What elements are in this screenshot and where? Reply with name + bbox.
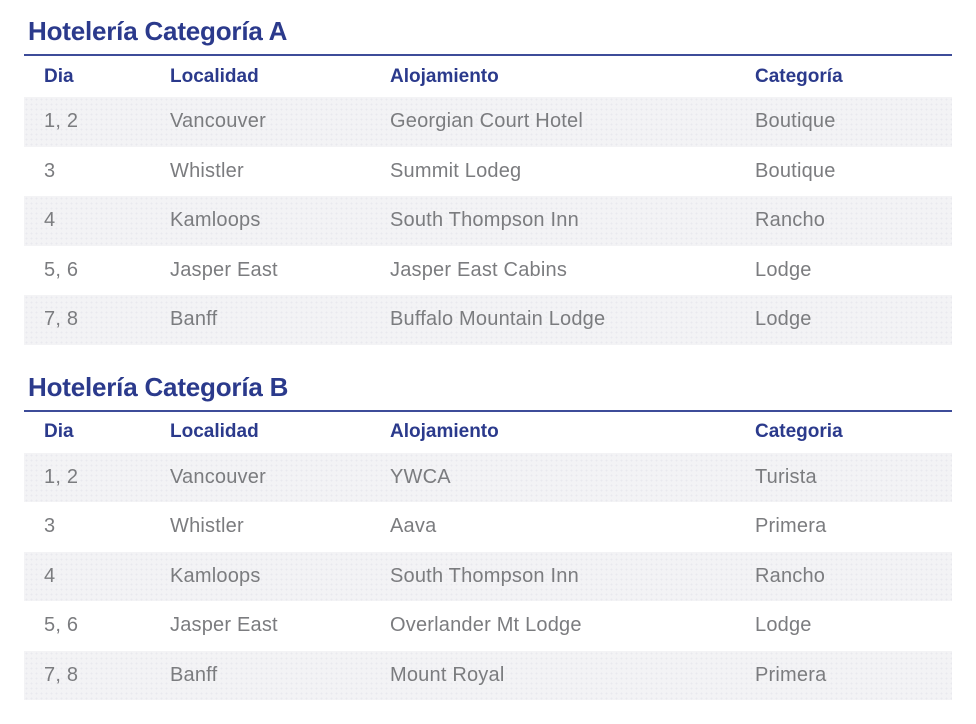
table-cell: Jasper East — [170, 258, 278, 281]
table-cell: Rancho — [755, 564, 826, 587]
table-row — [24, 196, 952, 246]
column-header: Alojamiento — [390, 421, 499, 442]
table-row — [24, 651, 952, 701]
table-cell: Vancouver — [170, 465, 266, 488]
table-cell: Lodge — [755, 614, 812, 637]
table-cell: South Thompson Inn — [390, 209, 579, 232]
table-cell: YWCA — [390, 465, 451, 488]
table-cell: 4 — [44, 564, 56, 587]
table-row — [24, 601, 952, 651]
table-cell: Summit Lodeg — [390, 159, 522, 182]
table-header-row — [24, 412, 952, 453]
table-cell: 7, 8 — [44, 308, 79, 331]
table-header-row — [24, 56, 952, 97]
table-cell: Jasper East — [170, 614, 278, 637]
table-cell: 7, 8 — [44, 663, 79, 686]
table-cell: Buffalo Mountain Lodge — [390, 308, 606, 331]
column-header: Categoria — [755, 421, 843, 442]
section-title: Hotelería Categoría A — [28, 16, 288, 46]
table-cell: 3 — [44, 159, 56, 182]
table-cell: Lodge — [755, 308, 812, 331]
table-body — [24, 97, 952, 345]
column-header: Localidad — [170, 421, 259, 442]
hotel-table-section-a — [24, 16, 952, 345]
table-cell: Mount Royal — [390, 663, 505, 686]
table-cell: Banff — [170, 663, 218, 686]
table-cell: Boutique — [755, 110, 836, 133]
table-cell: Banff — [170, 308, 218, 331]
table-cell: Rancho — [755, 209, 826, 232]
table-cell: Primera — [755, 515, 827, 538]
column-header: Alojamiento — [390, 65, 499, 87]
table-cell: Overlander Mt Lodge — [390, 614, 582, 637]
column-header: Categoría — [755, 65, 843, 87]
column-header: Localidad — [170, 65, 259, 87]
table-cell: 1, 2 — [44, 465, 79, 488]
table-row — [24, 147, 952, 197]
table-cell: Whistler — [170, 515, 244, 538]
section-title: Hotelería Categoría B — [28, 371, 289, 402]
table-row — [24, 453, 952, 503]
table-cell: Primera — [755, 663, 827, 686]
table-cell: Turista — [755, 465, 817, 488]
table-row — [24, 552, 952, 602]
table-cell: Georgian Court Hotel — [390, 110, 583, 133]
table-cell: Boutique — [755, 159, 836, 182]
table-cell: South Thompson Inn — [390, 564, 579, 587]
table-cell: 5, 6 — [44, 258, 79, 281]
table-row — [24, 97, 952, 147]
table-cell: Aava — [390, 515, 437, 538]
table-body — [24, 453, 952, 701]
table-cell: Lodge — [755, 258, 812, 281]
table-cell: 4 — [44, 209, 56, 232]
table-cell: Kamloops — [170, 209, 261, 232]
hotel-table-section-b — [24, 372, 952, 701]
table-row — [24, 502, 952, 552]
table-cell: Whistler — [170, 159, 244, 182]
column-header: Dia — [44, 421, 74, 442]
table-cell: 1, 2 — [44, 110, 79, 133]
column-header: Dia — [44, 65, 74, 87]
table-cell: Kamloops — [170, 564, 261, 587]
table-cell: Vancouver — [170, 110, 266, 133]
table-cell: 3 — [44, 515, 56, 538]
table-row — [24, 295, 952, 345]
table-cell: 5, 6 — [44, 614, 79, 637]
table-cell: Jasper East Cabins — [390, 258, 568, 281]
table-row — [24, 246, 952, 296]
